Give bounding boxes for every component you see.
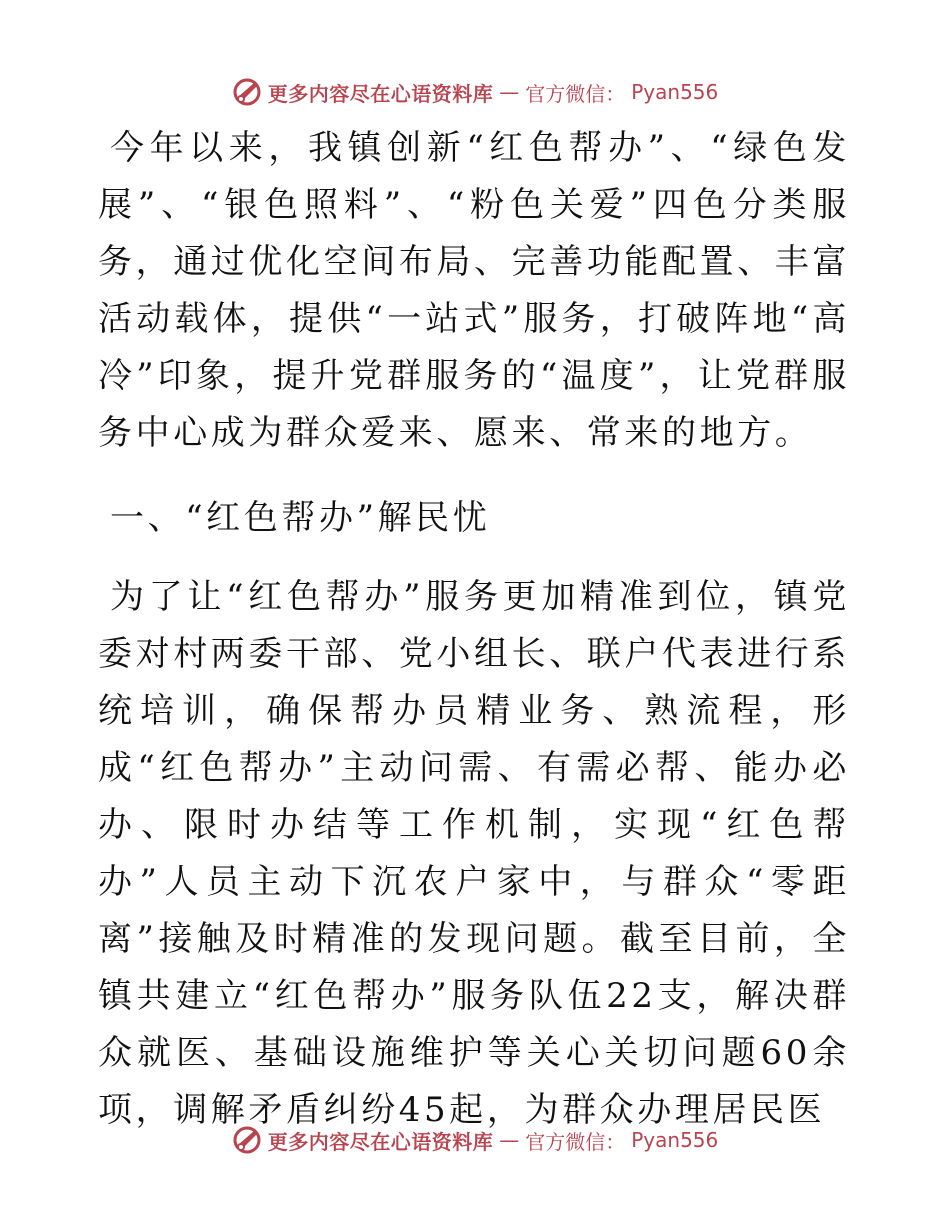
section-paragraph: 为了让“红色帮办”服务更加精准到位，镇党委对村两委干部、党小组长、联户代表进行系统培训，确保帮办员精业务、熟流程，形成“红色帮办”主动问需、有需必帮、能办必办、限时办结等工作机制，实现“红色帮办”人员主动下沉农户家中，与群众“零距离”接触及时精准的发现问题。截至目前，全镇共建立“红色帮办”服务队伍22支，解决群众就医、基础设施维护等关心关切问题60余项，调解矛盾纠纷45起，为群众办理居民医 (98, 577, 850, 1130)
watermark-separator: — (499, 80, 520, 104)
section-heading: 一、“红色帮办”解民忧 (110, 498, 491, 538)
document-body (98, 120, 850, 1139)
watermark-separator: — (499, 1128, 520, 1152)
watermark-contact-label: 官方微信： (525, 81, 626, 106)
brand-logo-icon (232, 1125, 262, 1155)
watermark-contact-id: Pyan556 (631, 1128, 719, 1152)
footer-watermark (0, 1120, 950, 1160)
watermark-text: 更多内容尽在心语资料库 (267, 1129, 494, 1154)
watermark-text: 更多内容尽在心语资料库 (267, 81, 494, 106)
header-watermark (0, 72, 950, 112)
watermark-contact-label: 官方微信： (525, 1129, 626, 1154)
intro-paragraph: 今年以来，我镇创新“红色帮办”、“绿色发展”、“银色照料”、“粉色关爱”四色分类服务，通过优化空间布局、完善功能配置、丰富活动载体，提供“一站式”服务，打破阵地“高冷”印象，提升党群服务的“温度”，让党群服务中心成为群众爱来、愿来、常来的地方。 (98, 128, 850, 453)
watermark-contact-id: Pyan556 (631, 80, 719, 104)
brand-logo-icon (232, 77, 262, 107)
